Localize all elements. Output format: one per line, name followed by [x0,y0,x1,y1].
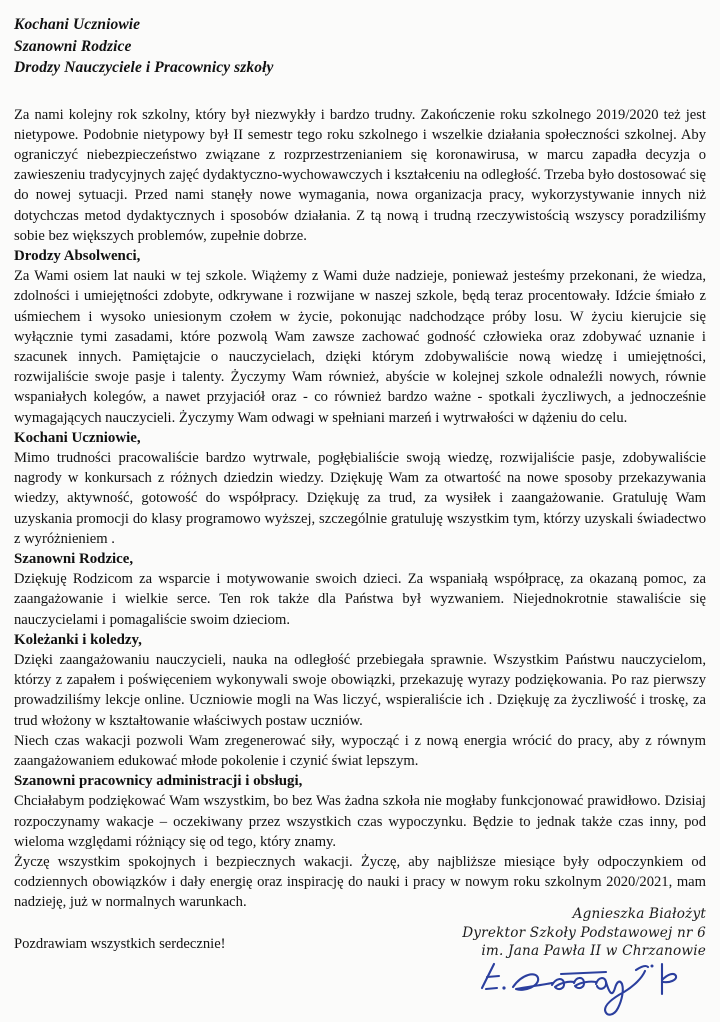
paragraph-nauczyciele: Dzięki zaangażowaniu nauczycieli, nauka na odległość przebiegała sprawnie. Wszystkim Państwu nauczycielom, którzy z zapałem i poświęceniem wykonywali swoje obowiązki, przekazuję wyrazy podziękowania. Po raz pierwszy prowadziliśmy lekcje online. Uczniowie mogli na Was liczyć, wspieraliście ich . Dziękuję za życzliwość i troskę, za trud włożony w kształtowanie właściwych postaw uczniów. [14,651,706,729]
paragraph-uczniowie: Mimo trudności pracowaliście bardzo wytrwale, pogłębialiście swoją wiedzę, rozwijaliście pasje, zdobywaliście nagrody w konkursach z różnych dziedzin wiedzy. Dziękuję Wam za otwartość na nowe sposoby przekazywania wiedzy, aktywność, gotowość do współpracy. Dziękuję za trud, za wysiłek i zaangażowanie. Gratuluję Wam uzyskania promocji do klasy programowo wyższej, szczególnie gratuluję wszystkim tym, którzy uzyskali świadectwo z wyróżnieniem . [14,449,706,547]
paragraph-zyczenia: Życzę wszystkim spokojnych i bezpiecznych wakacji. Życzę, aby najbliższe miesiące były odpoczynkiem od codziennych obowiązków i dały energię oraz inspirację do nauki i pracy w nowym roku szkolnym 2020/2021, mam nadzieję, już w normalnych warunkach. [14,854,706,911]
salutation-block [14,14,706,79]
paragraph-administracja: Chciałabym podziękować Wam wszystkim, bo bez Was żadna szkoła nie mogłaby funkcjonować prawidłowo. Dzisiaj rozpoczynamy wakacje – oczekiwany przez wszystkich czas wypoczynku. Będzie to jednak także czas inny, pod wieloma względami różniący się od tego, który znamy. [14,793,706,850]
signature-block [286,905,706,961]
signature-title: Dyrektor Szkoły Podstawowej nr 6 [462,924,706,941]
salutation-line-2: Szanowni Rodzice [14,37,132,55]
paragraph-intro: Za nami kolejny rok szkolny, który był niezwykły i bardzo trudny. Zakończenie roku szkolnego 2019/2020 też jest nietypowe. Podobnie nietypowy był II semestr tego roku szkolnego i wszelkie działania społeczności szkolnej. Aby ograniczyć niebezpieczeństwo związane z rozprzestrzenianiem się koronawirusa, w marcu zapadła decyzja o zawieszeniu tradycyjnych zajęć dydaktyczno-wychowawczych i kształceniu na odległość. Trzeba było dostosować się do nowej sytuacji. Przed nami stanęły nowe wymagania, nowa organizacja pracy, wykorzystywanie innych niż dotychczas metod dydaktycznych i sposobów działania. Z tą nową i trudną rzeczywistością wszyscy poradziliśmy sobie bez większych problemów, zupełnie dobrze. [14,106,706,244]
paragraph-rodzice: Dziękuję Rodzicom za wsparcie i motywowanie swoich dzieci. Za wspaniałą współpracę, za okazaną pomoc, za zaangażowanie i wielkie serce. Ten rok także dla Państwa był wyzwaniem. Niejednokrotnie stawaliście się nauczycielami i pomagaliście swoim dzieciom. [14,571,706,628]
closing-line: Pozdrawiam wszystkich serdecznie! [14,935,226,952]
subheading-kochani-uczniowie: Kochani Uczniowie, [14,429,141,446]
subheading-pracownicy-administracji: Szanowni pracownicy administracji i obsługi, [14,773,303,790]
paragraph-wakacje-nauczyciele: Niech czas wakacji pozwoli Wam zregenerować siły, wypocząć i z nową energia wrócić do pracy, aby z równym zaangażowaniem edukować młode pokolenie i czynić świat lepszym. [14,732,706,769]
subheading-kolezanki-i-koledzy: Koleżanki i koledzy, [14,631,142,648]
signature-name: Agnieszka Białożyt [572,906,706,922]
handwritten-signature [466,958,706,1020]
document-content [14,0,706,954]
signature-school: im. Jana Pawła II w Chrzanowie [481,943,706,959]
subheading-drodzy-absolwenci: Drodzy Absolwenci, [14,247,141,264]
paragraph-absolwenci: Za Wami osiem lat nauki w tej szkole. Wiążemy z Wami duże nadzieje, ponieważ jesteśmy przekonani, że wiedza, zdolności i umiejętności zdobyte, odkrywane i rozwijane w naszej szkole, będą teraz procentowały. Idźcie śmiało z uśmiechem i wysoko uniesionym czołem w życie, pokonując nadchodzące próby losu. W życiu kierujcie się wyłącznie tymi zasadami, które pozwolą Wam zawsze zachować godność człowieka oraz zdobywać uznanie i szacunek innych. Pamiętajcie o nauczycielach, dzięki którym zdobywaliście nową wiedzę i umiejętności, rozwijaliście swoje pasje i talenty. Życzymy Wam również, abyście w kolejnej szkole odnaleźli nowych, równie wspaniałych kolegów, a nawet przyjaciół oraz - co również bardzo ważne - spotkali życzliwych, a jednocześnie wymagających nauczycieli. Życzymy Wam odwagi w spełniani marzeń i wytrwałości w dążeniu do celu. [14,268,706,426]
salutation-line-1: Kochani Uczniowie [14,16,141,33]
letter-body [14,105,706,954]
salutation-line-3: Drodzy Nauczyciele i Pracownicy szkoły [14,59,274,76]
subheading-szanowni-rodzice: Szanowni Rodzice, [14,550,134,567]
